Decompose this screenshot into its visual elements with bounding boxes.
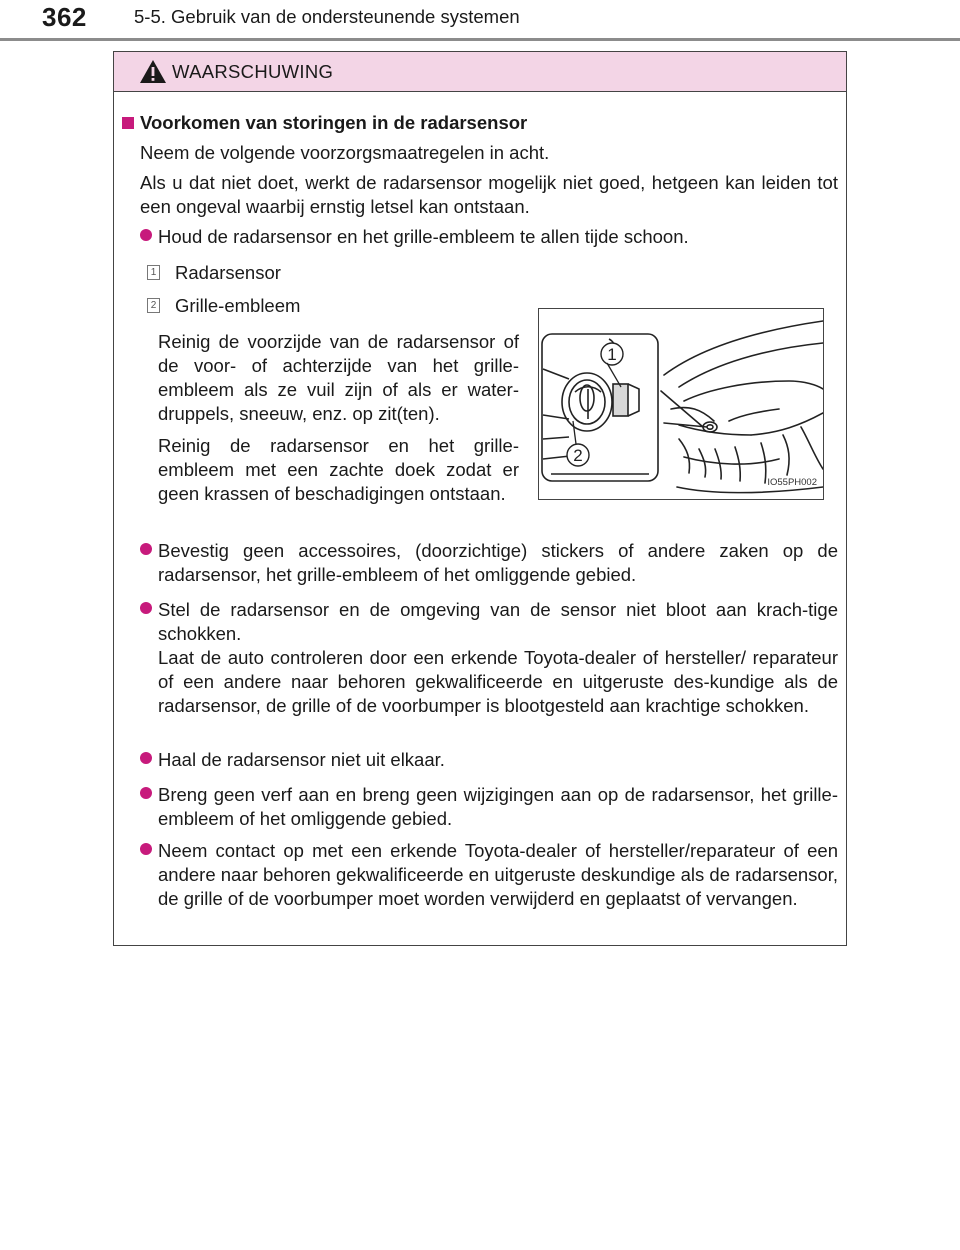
intro-text-2: Als u dat niet doet, werkt de radarsensor mogelijk niet goed, hetgeen kan leiden tot een ongeval waarbij ernstig letsel kan ontstaan. bbox=[140, 172, 838, 217]
warning-title: WAARSCHUWING bbox=[172, 61, 334, 82]
warning-heading-text: Voorkomen van storingen in de radarsensor bbox=[140, 112, 528, 133]
bullet-item bbox=[114, 225, 846, 251]
callout-2: 2 bbox=[573, 446, 583, 465]
cleaning-instruction-1: Reinig de voorzijde van de radarsensor of de voor- of achterzijde van het grille-embleem als ze vuil zijn of als er water-druppels, sneeuw, enz. op zit(ten). bbox=[158, 331, 519, 424]
square-bullet-icon bbox=[122, 117, 134, 129]
warning-triangle-icon bbox=[139, 59, 167, 84]
page-number: 362 bbox=[42, 2, 87, 32]
bullet-text: Neem contact op met een erkende Toyota-dealer of hersteller/reparateur of een andere naar behoren gekwalificeerde en uitgeruste deskundige als de radarsensor, de grille of de voorbumper moet worden verwijderd en geplaatst of vervangen. bbox=[158, 840, 838, 909]
header-divider bbox=[0, 38, 960, 41]
figure-code: IO55PH002 bbox=[767, 477, 817, 488]
callout-1: 1 bbox=[607, 345, 617, 364]
bullet-text: Haal de radarsensor niet uit elkaar. bbox=[158, 749, 445, 770]
bullet-item bbox=[114, 539, 846, 589]
section-title: 5-5. Gebruik van de ondersteunende systemen bbox=[134, 6, 520, 27]
intro-text-1: Neem de volgende voorzorgsmaatregelen in acht. bbox=[140, 142, 550, 163]
warning-header bbox=[114, 52, 846, 92]
bullet-item bbox=[114, 839, 846, 939]
legend-number-1: 1 bbox=[147, 265, 160, 280]
bullet-continuation-text: Laat de auto controleren door een erkende Toyota-dealer of hersteller/ reparateur of een andere naar behoren gekwalificeerde en uitgeruste des-kundige als de radarsensor, de grille of de voorbumper is blootgesteld aan krachtige schokken. bbox=[158, 647, 838, 716]
legend-label-2: Grille-embleem bbox=[175, 295, 301, 316]
bullet-text: Breng geen verf aan en breng geen wijzigingen aan op de radarsensor, het grille-embleem of het omliggende gebied. bbox=[158, 784, 838, 829]
legend-label-1: Radarsensor bbox=[175, 262, 281, 283]
bullet-text: Houd de radarsensor en het grille-embleem te allen tijde schoon. bbox=[158, 226, 689, 247]
round-bullet-icon bbox=[140, 843, 152, 855]
round-bullet-icon bbox=[140, 602, 152, 614]
round-bullet-icon bbox=[140, 752, 152, 764]
bullet-text: Bevestig geen accessoires, (doorzichtige) stickers of andere zaken op de radarsensor, het grille-embleem of het omliggende gebied. bbox=[158, 540, 838, 585]
round-bullet-icon bbox=[140, 543, 152, 555]
warning-box bbox=[113, 51, 847, 946]
warning-heading bbox=[122, 111, 527, 135]
radar-sensor-illustration bbox=[538, 308, 824, 500]
bullet-item bbox=[114, 748, 846, 774]
round-bullet-icon bbox=[140, 229, 152, 241]
bullet-text: Stel de radarsensor en de omgeving van de sensor niet bloot aan krach-tige schokken. bbox=[158, 599, 838, 644]
round-bullet-icon bbox=[140, 787, 152, 799]
bullet-item bbox=[114, 598, 846, 648]
legend-number-2: 2 bbox=[147, 298, 160, 313]
cleaning-instruction-2: Reinig de radarsensor en het grille-embleem met een zachte doek zodat er geen krassen of beschadigingen ontstaan. bbox=[158, 435, 519, 504]
bullet-item bbox=[114, 783, 846, 833]
